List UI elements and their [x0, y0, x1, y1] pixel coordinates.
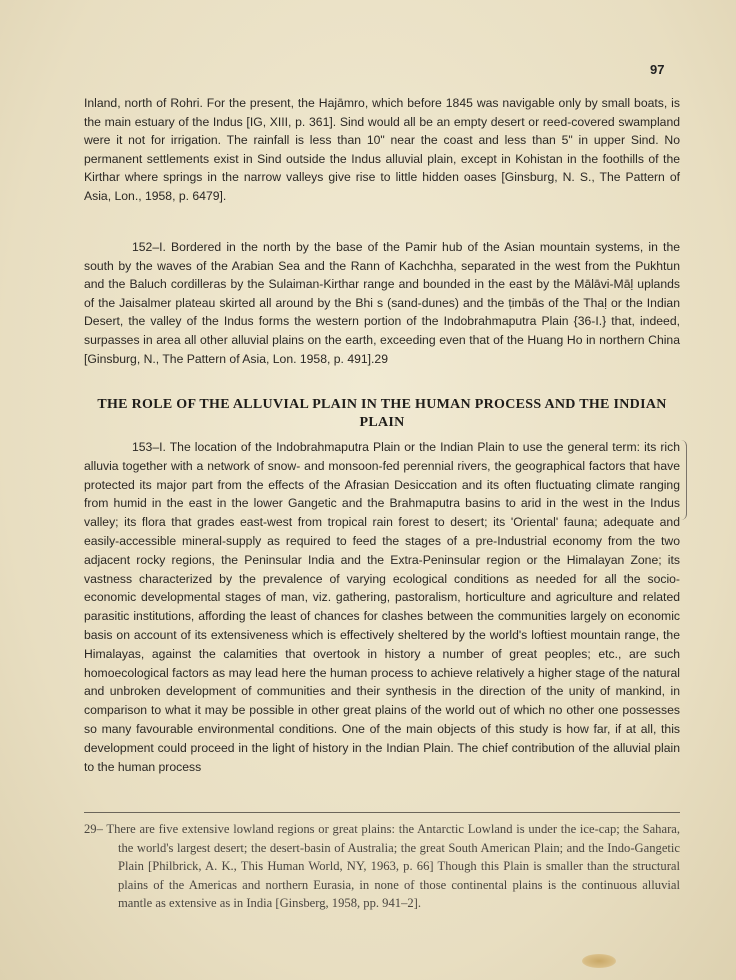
paragraph-sind: Inland, north of Rohri. For the present, the Hajāmro, which before 1845 was navigable only by small boats, is the main estuary of the Indus [IG, XIII, p. 361]. Sind would all be an empty desert or reed-covered swampland were it not for irrigation. The rainfall is less than 10" near the coast and less than 5" in upper Sind. No permanent settlements exist in Sind outside the Indus alluvial plain, except in Kohistan in the foothills of the Kirthar where springs in the narrow valleys give rise to little hidden oases [Ginsburg, N. S., The Pattern of Asia, Lon., 1958, p. 6479]. — [84, 96, 680, 203]
footnote-divider — [84, 812, 680, 813]
paragraph-152: 152–I. Bordered in the north by the base of the Pamir hub of the Asian mountain systems, in the south by the waves of the Arabian Sea and the Rann of Kachchha, separated in the west from the Pukhtun and the Baluch cordilleras by the Sulaiman-Kirthar range and bounded in the east by the Mālāvi-Māḷ uplands of the Jaisalmer plateau skirted all around by the Bhi s (sand-dunes) and the ṭimbās of the Thaḷ or the Indian Desert, the valley of the Indus forms the western portion of the Indobrahmaputra Plain {36-I.} that, indeed, surpasses in area all other alluvial plains on the earth, exceeding even that of the Huang Ho in northern China [Ginsburg, N., The Pattern of Asia, Lon. 1958, p. 491].29 — [84, 240, 680, 366]
paper-stain — [582, 954, 616, 968]
section-heading: THE ROLE OF THE ALLUVIAL PLAIN IN THE HUMAN PROCESS AND THE INDIAN PLAIN — [97, 397, 667, 430]
footnote-29: 29– There are five extensive lowland regions or great plains: the Antarctic Lowland is under the ice-cap; the Sahara, the world's largest desert; the desert-basin of Australia; the great South American Plain; and the Indo-Gangetic Plain [Philbrick, A. K., This Human World, NY, 1963, p. 66] Though this Plain is smaller than the structural plains of the Americas and northern Eurasia, in none of those continental plains is the continuous alluvial mantle as extensive as in India [Ginsberg, 1958, pp. 941–2]. — [84, 822, 680, 911]
paragraph-153: 153–I. The location of the Indobrahmaputra Plain or the Indian Plain to use the general term: its rich alluvia together with a network of snow- and monsoon-fed perennial rivers, the geographical factors that have protected its major part from the effects of the Afrasian Desiccation and its often fluctuating climate ranging from humid in the east in the lower Gangetic and the Brahmaputra basins to arid in the west in the Indus valley; its flora that grades east-west from tropical rain forest to desert; its 'Oriental' fauna; adequate and easily-accessible mineral-supply as required to feed the stages of a pre-Industrial economy from the two adjacent rocky regions, the Peninsular India and the Extra-Peninsular region or the Himalayan Zone; its vastness characterized by the prevalence of varying ecological conditions as needed for all the socio-economic developmental stages of man, viz. gathering, pastoralism, horticulture and agriculture and related parasitic institutions, affording the least of chances for clashes between the communities largely on economic basis on account of its extensiveness which is effectively sheltered by the world's loftiest mountain range, the Himalayas, against the calamities that overtook in history a number of great peoples; etc., are such homoecological factors as may lead here the human process to achieve relatively a higher stage of the natural and unbroken development of communities and their synthesis in the direction of the unity of mankind, in comparison to what it may be possible in other great plains of the world out of which no other one possesses so many favourable environmental conditions. One of the main objects of this study is how far, if at all, this development could proceed in the light of history in the Indian Plain. The chief contribution of the alluvial plain to the human process — [84, 440, 680, 774]
page-number: 97 — [650, 62, 665, 77]
